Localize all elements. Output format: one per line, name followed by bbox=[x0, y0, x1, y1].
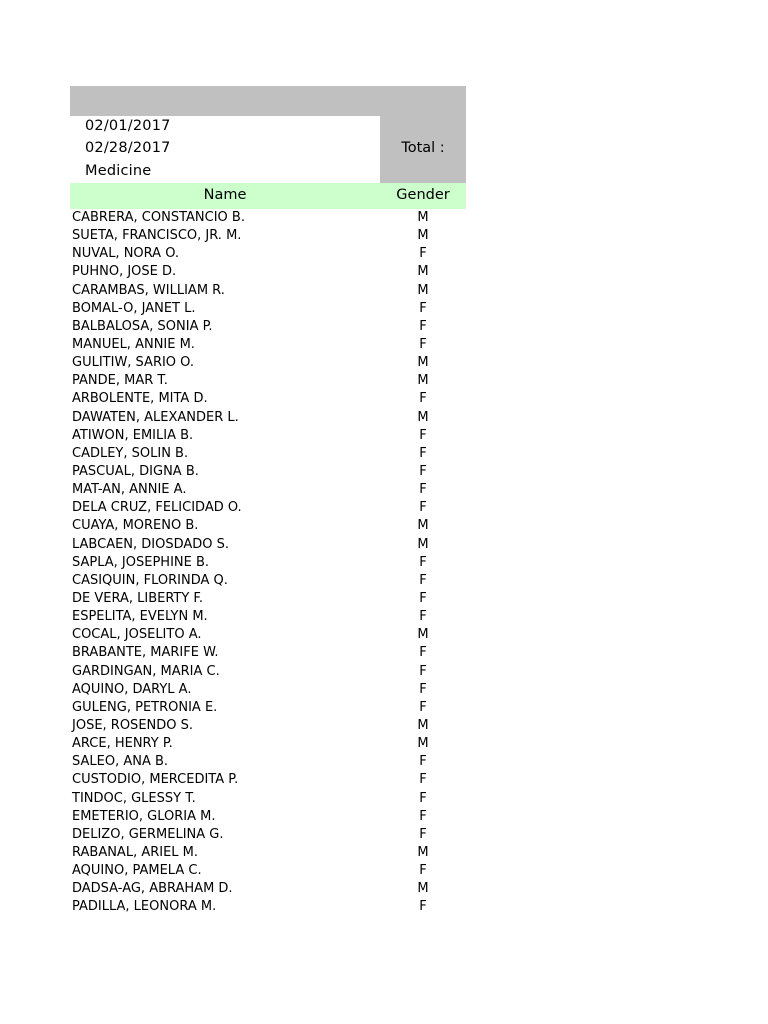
table-row bbox=[70, 771, 466, 789]
table-row bbox=[70, 663, 466, 681]
row-name: MANUEL, ANNIE M. bbox=[72, 336, 195, 352]
row-gender: F bbox=[419, 772, 427, 788]
table-row bbox=[70, 300, 466, 318]
table-row bbox=[70, 554, 466, 572]
row-gender: F bbox=[419, 300, 427, 316]
row-gender: M bbox=[417, 264, 429, 280]
row-name: PASCUAL, DIGNA B. bbox=[72, 463, 199, 479]
table-row bbox=[70, 354, 466, 372]
table-row bbox=[70, 463, 466, 481]
row-name: CARAMBAS, WILLIAM R. bbox=[72, 282, 225, 298]
row-name: DE VERA, LIBERTY F. bbox=[72, 590, 203, 606]
row-gender: F bbox=[419, 554, 427, 570]
table-row bbox=[70, 626, 466, 644]
row-gender: M bbox=[417, 282, 429, 298]
table-row bbox=[70, 753, 466, 771]
table-row bbox=[70, 790, 466, 808]
row-gender: F bbox=[419, 681, 427, 697]
row-gender: M bbox=[417, 355, 429, 371]
row-name: SUETA, FRANCISCO, JR. M. bbox=[72, 228, 242, 244]
row-gender: F bbox=[419, 826, 427, 842]
table-row bbox=[70, 572, 466, 590]
table-row bbox=[70, 826, 466, 844]
row-gender: M bbox=[417, 844, 429, 860]
report-header-info bbox=[70, 116, 380, 183]
row-gender: F bbox=[419, 590, 427, 606]
total-cell bbox=[380, 116, 466, 183]
row-name: MAT-AN, ANNIE A. bbox=[72, 482, 187, 498]
report-header bbox=[70, 116, 466, 183]
row-name: DADSA-AG, ABRAHAM D. bbox=[72, 881, 233, 897]
date-to: 02/28/2017 bbox=[85, 140, 171, 156]
row-name: RABANAL, ARIEL M. bbox=[72, 844, 199, 860]
row-name: CASIQUIN, FLORINDA Q. bbox=[72, 572, 228, 588]
row-name: COCAL, JOSELITO A. bbox=[72, 627, 202, 643]
table-row bbox=[70, 717, 466, 735]
table-row bbox=[70, 844, 466, 862]
table-row bbox=[70, 409, 466, 427]
row-gender: M bbox=[417, 228, 429, 244]
row-name: TINDOC, GLESSY T. bbox=[72, 790, 196, 806]
table-row bbox=[70, 862, 466, 880]
table-row bbox=[70, 808, 466, 826]
row-gender: F bbox=[419, 645, 427, 661]
row-gender: M bbox=[417, 373, 429, 389]
row-name: ARBOLENTE, MITA D. bbox=[72, 391, 208, 407]
row-gender: M bbox=[417, 736, 429, 752]
row-name: BALBALOSA, SONIA P. bbox=[72, 318, 213, 334]
row-gender: F bbox=[419, 899, 427, 915]
row-gender: M bbox=[417, 409, 429, 425]
row-name: DELIZO, GERMELINA G. bbox=[72, 826, 224, 842]
row-name: ATIWON, EMILIA B. bbox=[72, 427, 194, 443]
row-gender: F bbox=[419, 336, 427, 352]
row-gender: F bbox=[419, 391, 427, 407]
row-name: JOSE, ROSENDO S. bbox=[72, 717, 194, 733]
row-name: GULENG, PETRONIA E. bbox=[72, 699, 218, 715]
row-gender: M bbox=[417, 536, 429, 552]
row-name: PADILLA, LEONORA M. bbox=[72, 899, 217, 915]
row-gender: F bbox=[419, 754, 427, 770]
table-row bbox=[70, 590, 466, 608]
report-table bbox=[70, 86, 466, 916]
table-row bbox=[70, 263, 466, 281]
row-name: CABRERA, CONSTANCIO B. bbox=[72, 210, 245, 225]
row-name: CADLEY, SOLIN B. bbox=[72, 445, 189, 461]
column-header-name: Name bbox=[203, 187, 247, 203]
table-row bbox=[70, 499, 466, 517]
row-gender: M bbox=[417, 627, 429, 643]
row-name: ARCE, HENRY P. bbox=[72, 736, 173, 752]
row-gender: F bbox=[419, 609, 427, 625]
column-header-gender: Gender bbox=[396, 187, 450, 203]
row-gender: F bbox=[419, 572, 427, 588]
row-gender: F bbox=[419, 863, 427, 879]
row-gender: F bbox=[419, 663, 427, 679]
row-name: DELA CRUZ, FELICIDAD O. bbox=[72, 500, 242, 516]
table-row bbox=[70, 481, 466, 499]
row-gender: M bbox=[417, 717, 429, 733]
table-row bbox=[70, 390, 466, 408]
row-gender: F bbox=[419, 246, 427, 262]
table-row bbox=[70, 209, 466, 227]
row-name: BOMAL-O, JANET L. bbox=[72, 300, 196, 316]
row-name: AQUINO, DARYL A. bbox=[72, 681, 192, 697]
row-gender: F bbox=[419, 699, 427, 715]
row-name: SALEO, ANA B. bbox=[72, 754, 169, 770]
table-row bbox=[70, 644, 466, 662]
row-name: GULITIW, SARIO O. bbox=[72, 355, 195, 371]
row-name: DAWATEN, ALEXANDER L. bbox=[72, 409, 239, 425]
table-body bbox=[70, 209, 466, 916]
row-name: CUAYA, MORENO B. bbox=[72, 518, 199, 534]
row-gender: F bbox=[419, 808, 427, 824]
report-top-bar bbox=[70, 86, 466, 116]
row-name: PUHNO, JOSE D. bbox=[72, 264, 177, 280]
table-row bbox=[70, 898, 466, 916]
table-row bbox=[70, 445, 466, 463]
table-row bbox=[70, 245, 466, 263]
date-from: 02/01/2017 bbox=[85, 118, 171, 134]
table-row bbox=[70, 336, 466, 354]
table-row bbox=[70, 517, 466, 535]
table-row bbox=[70, 372, 466, 390]
row-name: SAPLA, JOSEPHINE B. bbox=[72, 554, 210, 570]
total-label: Total : bbox=[401, 140, 445, 156]
row-gender: M bbox=[417, 518, 429, 534]
row-name: NUVAL, NORA O. bbox=[72, 246, 180, 262]
row-name: BRABANTE, MARIFE W. bbox=[72, 645, 219, 661]
table-row bbox=[70, 735, 466, 753]
table-row bbox=[70, 282, 466, 300]
row-gender: F bbox=[419, 318, 427, 334]
row-name: PANDE, MAR T. bbox=[72, 373, 168, 389]
row-gender: M bbox=[417, 210, 429, 225]
row-name: GARDINGAN, MARIA C. bbox=[72, 663, 220, 679]
row-name: CUSTODIO, MERCEDITA P. bbox=[72, 772, 239, 788]
table-row bbox=[70, 699, 466, 717]
table-row bbox=[70, 227, 466, 245]
table-row bbox=[70, 681, 466, 699]
row-gender: F bbox=[419, 482, 427, 498]
column-header-row bbox=[70, 183, 466, 209]
row-gender: F bbox=[419, 445, 427, 461]
table-row bbox=[70, 880, 466, 898]
row-gender: M bbox=[417, 881, 429, 897]
department-label: Medicine bbox=[85, 163, 152, 179]
row-name: LABCAEN, DIOSDADO S. bbox=[72, 536, 230, 552]
row-name: AQUINO, PAMELA C. bbox=[72, 863, 202, 879]
table-row bbox=[70, 608, 466, 626]
table-row bbox=[70, 427, 466, 445]
row-name: ESPELITA, EVELYN M. bbox=[72, 609, 208, 625]
table-row bbox=[70, 318, 466, 336]
row-gender: F bbox=[419, 463, 427, 479]
row-gender: F bbox=[419, 500, 427, 516]
row-gender: F bbox=[419, 790, 427, 806]
table-row bbox=[70, 536, 466, 554]
row-name: EMETERIO, GLORIA M. bbox=[72, 808, 216, 824]
row-gender: F bbox=[419, 427, 427, 443]
